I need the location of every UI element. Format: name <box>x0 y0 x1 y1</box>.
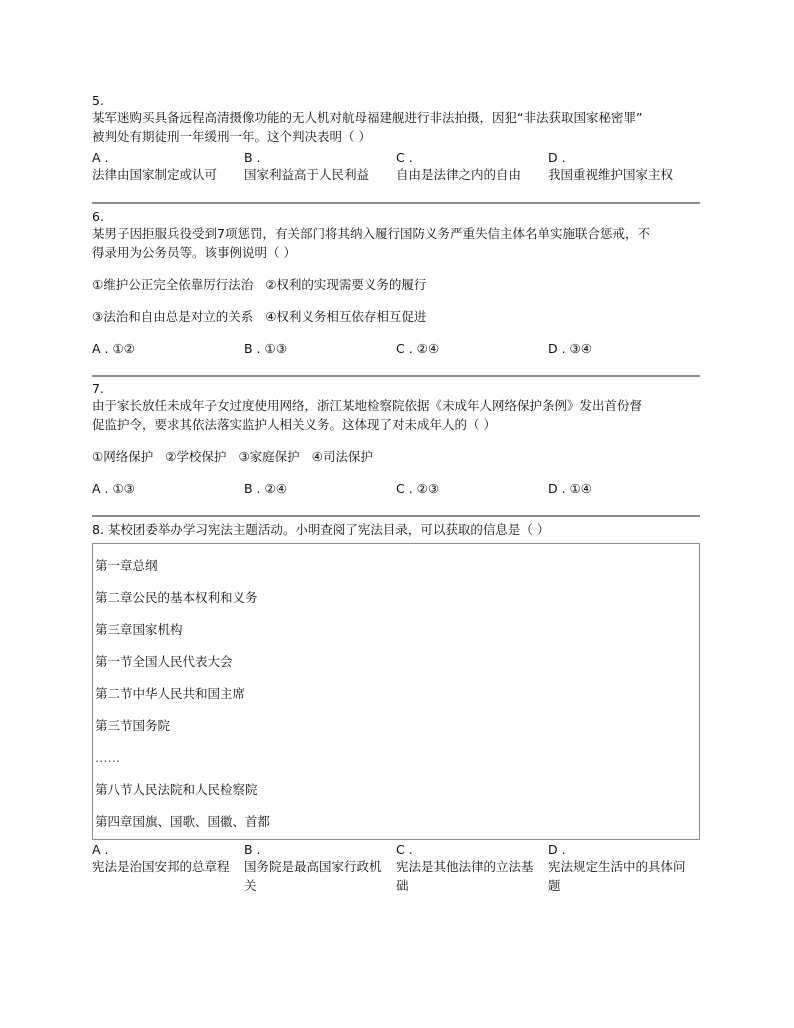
option-label: A . <box>92 150 109 165</box>
statement: ①网络保护 <box>92 449 154 464</box>
option-text: 国家利益高于人民利益 <box>244 167 370 182</box>
statement: ④司法保护 <box>311 449 373 464</box>
option-b[interactable] <box>244 150 396 184</box>
option-c[interactable] <box>396 842 541 895</box>
toc-item: 第一章总纲 <box>95 558 158 573</box>
statement: ②权利的实现需要义务的履行 <box>265 277 427 292</box>
option-label: D . <box>548 150 566 165</box>
statement: ①维护公正完全依靠厉行法治 <box>92 277 254 292</box>
option-text: 宪法是治国安邦的总章程 <box>92 859 230 874</box>
constitution-toc-box <box>92 543 700 840</box>
option-a[interactable]: A . ①② <box>92 341 135 356</box>
question-stem-line: 某军迷购买具备远程高清摄像功能的无人机对航母福建舰进行非法拍摄，因犯“非法获取国家秘密罪” <box>92 110 643 125</box>
option-d[interactable]: D . ③④ <box>548 341 592 356</box>
toc-item: 第三节国务院 <box>95 718 171 733</box>
option-text: 法律由国家制定或认可 <box>92 167 218 182</box>
statement-row <box>92 275 700 294</box>
question-stem-line: 促监护令，要求其依法落实监护人相关义务。这体现了对未成年人的（ ） <box>92 417 496 432</box>
option-label: D . <box>548 842 566 857</box>
toc-item: 第四章国旗、国歌、国徽、首都 <box>95 814 271 829</box>
option-d[interactable]: D . ①④ <box>548 481 592 496</box>
question-stem-line: 得录用为公务员等。该事例说明（ ） <box>92 245 296 260</box>
option-b[interactable]: B . ②④ <box>244 481 287 496</box>
answer-options <box>92 842 700 895</box>
option-label: C . <box>396 842 413 857</box>
option-a[interactable]: A . ①③ <box>92 481 135 496</box>
option-d[interactable] <box>548 150 700 184</box>
question-stem: 8. 某校团委举办学习宪法主题活动。小明查阅了宪法目录，可以获取的信息是（ ） <box>92 522 550 537</box>
statement-row <box>92 447 700 466</box>
answer-options <box>92 479 700 498</box>
option-text: 自由是法律之内的自由 <box>396 167 522 182</box>
question-number: 5. <box>92 93 104 108</box>
toc-item: 第八节人民法院和人民检察院 <box>95 782 258 797</box>
option-label: B . <box>244 842 261 857</box>
option-a[interactable] <box>92 150 244 184</box>
answer-options <box>92 150 700 184</box>
question-stem-line: 某男子因拒服兵役受到7项惩罚，有关部门将其纳入履行国防义务严重失信主体名单实施联合惩戒，不 <box>92 226 650 241</box>
question-6 <box>92 210 700 358</box>
statement: ③法治和自由总是对立的关系 <box>92 309 254 324</box>
divider <box>92 375 700 377</box>
answer-options <box>92 339 700 358</box>
statement: ③家庭保护 <box>238 449 300 464</box>
divider <box>92 202 700 204</box>
option-text: 我国重视维护国家主权 <box>548 167 674 182</box>
option-c[interactable] <box>396 150 548 184</box>
statement: ④权利义务相互依存相互促进 <box>265 309 427 324</box>
question-number: 7. <box>92 381 104 396</box>
toc-item: 第二节中华人民共和国主席 <box>95 686 246 701</box>
option-label: C . <box>396 150 413 165</box>
option-b[interactable]: B . ①③ <box>244 341 287 356</box>
option-b[interactable] <box>244 842 389 895</box>
toc-ellipsis: …… <box>95 750 120 765</box>
option-text: 国务院是最高国家行政机关 <box>244 859 382 893</box>
option-label: B . <box>244 150 261 165</box>
option-a[interactable] <box>92 842 237 895</box>
option-d[interactable] <box>548 842 693 895</box>
divider <box>92 515 700 517</box>
option-label: A . <box>92 842 109 857</box>
question-stem-line: 被判处有期徒刑一年缓刑一年。这个判决表明（ ） <box>92 129 371 144</box>
option-c[interactable]: C . ②③ <box>396 481 440 496</box>
option-text: 宪法规定生活中的具体问题 <box>548 859 686 893</box>
statement: ②学校保护 <box>165 449 227 464</box>
question-number: 6. <box>92 209 104 224</box>
statement-row <box>92 307 700 326</box>
option-text: 宪法是其他法律的立法基础 <box>396 859 534 893</box>
question-5 <box>92 94 700 184</box>
question-stem-line: 由于家长放任未成年子女过度使用网络，浙江某地检察院依据《未成年人网络保护条例》发出首份督 <box>92 398 643 413</box>
toc-item: 第一节全国人民代表大会 <box>95 654 233 669</box>
toc-item: 第二章公民的基本权利和义务 <box>95 590 258 605</box>
option-c[interactable]: C . ②④ <box>396 341 440 356</box>
question-page <box>92 94 700 895</box>
question-8 <box>92 520 700 895</box>
question-7 <box>92 382 700 498</box>
toc-item: 第三章国家机构 <box>95 622 183 637</box>
